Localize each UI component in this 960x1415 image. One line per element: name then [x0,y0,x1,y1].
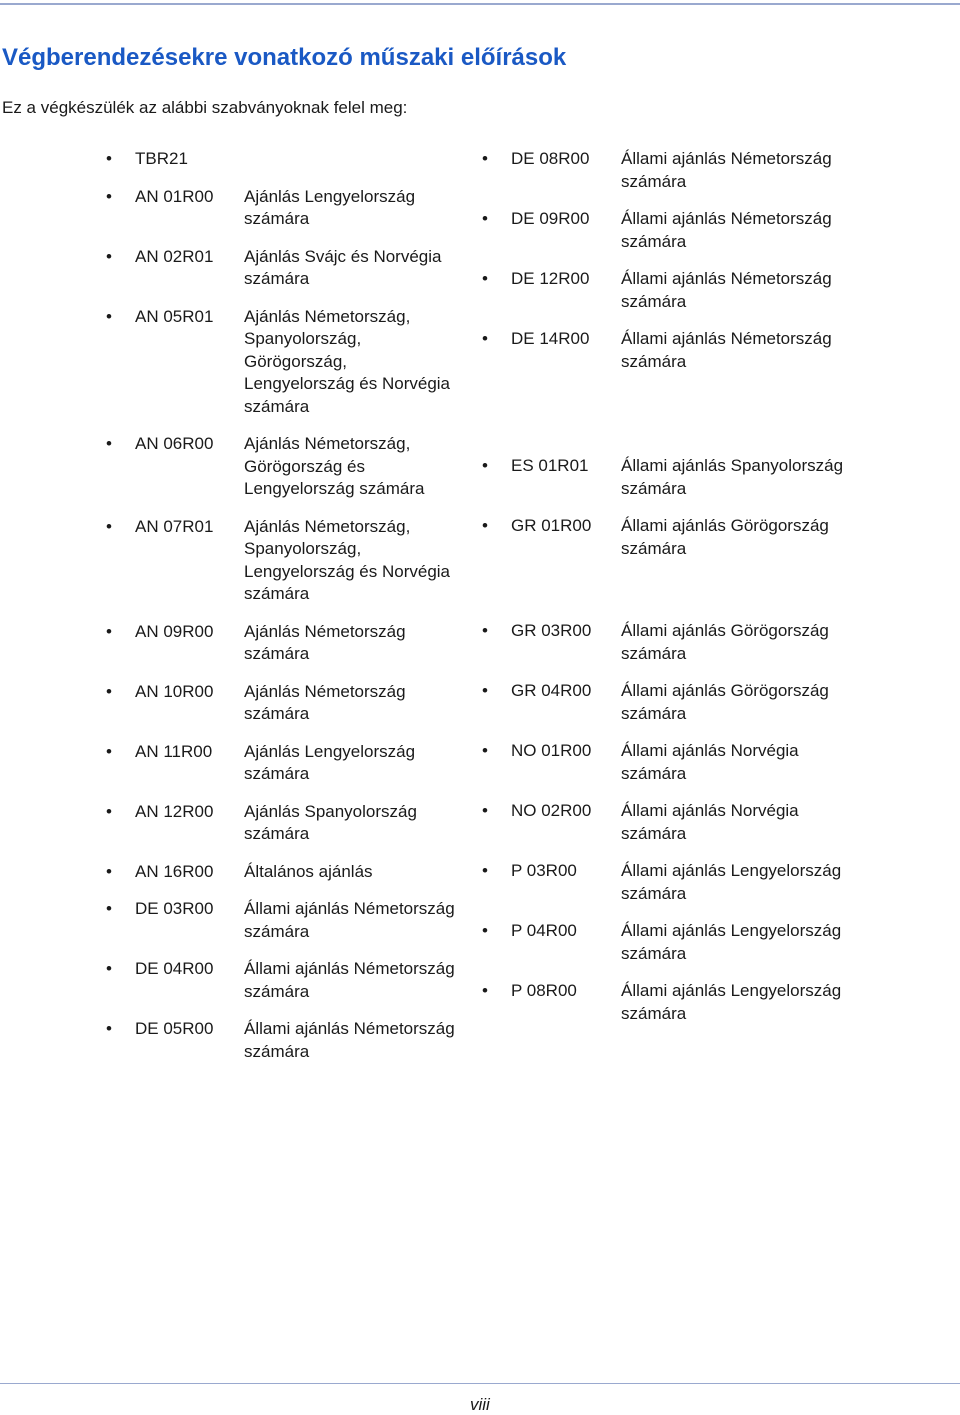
standard-code: GR 03R00 [511,621,592,640]
standard-description: Állami ajánlás Spanyolország számára [621,456,844,498]
standard-description: Állami ajánlás Görögország számára [621,621,829,663]
standard-code: GR 04R00 [511,681,592,700]
standard-code: P 04R00 [511,921,577,940]
standard-description: Állami ajánlás Görögország számára [621,681,829,723]
standard-code: AN 05R01 [135,306,214,326]
standard-code: AN 09R00 [135,621,214,641]
page-number: viii [470,1395,490,1414]
list-item [482,328,952,373]
standard-code: AN 11R00 [135,741,213,761]
bullet: • [482,621,488,640]
standard-code: AN 10R00 [135,681,214,701]
standards-list-right [482,148,952,1040]
standard-description: Állami ajánlás Norvégia számára [621,741,799,783]
standard-code: AN 01R00 [135,186,214,206]
standard-description: Ajánlás Németország számára [244,681,406,723]
bullet: • [106,681,112,701]
standard-description: Ajánlás Németország számára [244,621,406,663]
standard-code: AN 07R01 [135,516,214,536]
standard-code: DE 14R00 [511,329,590,348]
standard-code: DE 03R00 [135,899,214,918]
list-item [482,148,952,193]
bullet: • [482,981,488,1000]
list-item [482,515,952,560]
standard-description: Állami ajánlás Németország számára [621,209,832,251]
list-item [482,208,952,253]
bullet: • [106,899,112,918]
bullet: • [106,621,112,641]
standard-description: Állami ajánlás Lengyelország számára [621,861,842,903]
standard-description: Állami ajánlás Németország számára [244,1019,455,1061]
list-item [482,740,952,785]
top-rule [0,3,960,5]
standard-code: DE 12R00 [511,269,590,288]
list-item [482,620,952,665]
standard-code: DE 04R00 [135,959,214,978]
list-item [482,860,952,905]
bullet: • [106,861,112,881]
standard-code: AN 02R01 [135,246,214,266]
standard-description: Állami ajánlás Lengyelország számára [621,981,842,1023]
bullet: • [482,681,488,700]
bullet: • [482,516,488,535]
bullet: • [106,801,112,821]
bottom-rule [0,1383,960,1384]
list-item [482,800,952,845]
standard-description: Állami ajánlás Görögország számára [621,516,829,558]
intro-text: Ez a végkészülék az alábbi szabványoknak felel meg: [2,98,408,117]
list-item [482,268,952,313]
bullet: • [482,861,488,880]
standard-description: Ajánlás Spanyolország számára [244,801,417,843]
bullet: • [106,959,112,978]
list-item [482,680,952,725]
standard-description: Általános ajánlás [244,861,373,881]
standard-description: Állami ajánlás Lengyelország számára [621,921,842,963]
standard-description: Állami ajánlás Németország számára [621,269,832,311]
bullet: • [482,269,488,288]
bullet: • [482,149,488,168]
standard-code: DE 09R00 [511,209,590,228]
bullet: • [482,329,488,348]
standard-description: Ajánlás Németország, Spanyolország, Görögország, Lengyelország és Norvégia számára [244,306,451,416]
standard-code: DE 08R00 [511,149,590,168]
standard-description: Állami ajánlás Norvégia számára [621,801,799,843]
standard-code: AN 16R00 [135,861,214,881]
list-item [482,920,952,965]
bullet: • [106,149,112,168]
bullet: • [106,186,112,206]
standard-code: NO 01R00 [511,741,592,760]
bullet: • [106,306,112,326]
standard-description: Állami ajánlás Németország számára [244,899,455,941]
standard-code: DE 05R00 [135,1019,214,1038]
standard-code: TBR21 [135,149,188,168]
standard-description: Ajánlás Lengyelország számára [244,186,416,228]
list-item [482,980,952,1025]
standard-code: AN 12R00 [135,801,214,821]
page-title: Végberendezésekre vonatkozó műszaki előírások [2,44,567,71]
bullet: • [106,1019,112,1038]
bullet: • [482,456,488,475]
standard-code: GR 01R00 [511,516,592,535]
list-item [482,455,952,500]
standard-description: Ajánlás Svájc és Norvégia számára [244,246,442,288]
bullet: • [482,209,488,228]
bullet: • [106,434,112,453]
standard-code: P 03R00 [511,861,577,880]
standard-description: Állami ajánlás Németország számára [621,329,832,371]
standard-description: Ajánlás Lengyelország számára [244,741,416,783]
standard-description: Ajánlás Németország, Görögország és Lengyelország számára [244,434,425,498]
standard-code: NO 02R00 [511,801,592,820]
standard-code: AN 06R00 [135,434,214,453]
standard-description: Ajánlás Németország, Spanyolország, Lengyelország és Norvégia számára [244,516,451,603]
bullet: • [106,741,112,761]
standard-description: Állami ajánlás Németország számára [621,149,832,191]
bullet: • [482,801,488,820]
bullet: • [106,246,112,266]
bullet: • [106,516,112,536]
standard-code: ES 01R01 [511,456,589,475]
bullet: • [482,921,488,940]
standard-code: P 08R00 [511,981,577,1000]
standard-description: Állami ajánlás Németország számára [244,959,455,1001]
bullet: • [482,741,488,760]
